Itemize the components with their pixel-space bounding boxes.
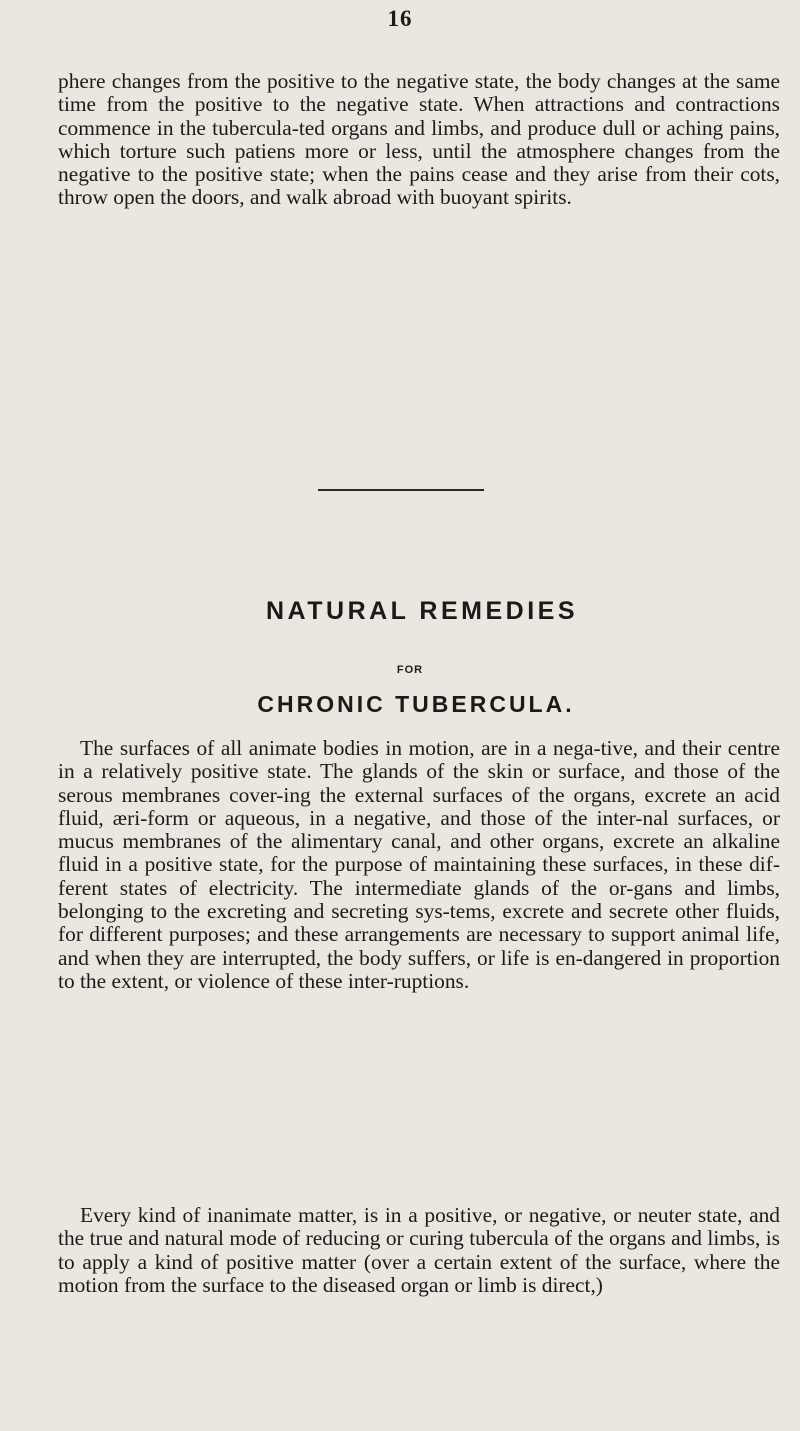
section-heading-sub: CHRONIC TUBERCULA. xyxy=(257,691,575,717)
section-heading-main: NATURAL REMEDIES xyxy=(265,597,579,625)
section-heading-for: FOR xyxy=(396,664,424,676)
paragraph-surfaces: The surfaces of all animate bodies in motion, are in a nega-tive, and their centre in a relatively positive state. The glands of the skin or surface, and those of the serous membranes cover-ing the external surfaces of the organs, excrete an acid fluid, æri-form or aqueous, in a negative, and those of the inter-nal surfaces, or mucus membranes of the alimentary canal, and other organs, excrete an alkaline fluid in a positive state, for the purpose of maintaining these surfaces, in these dif-ferent states of electricity. The intermediate glands of the or-gans and limbs, belonging to the excreting and secreting sys-tems, excrete and secrete other fluids, for different purposes; and these arrangements are necessary to support animal life, and when they are interrupted, the body suffers, or life is en-dangered in proportion to the extent, or violence of these inter-ruptions. xyxy=(58,736,780,993)
page-number: 16 xyxy=(387,6,413,31)
paragraph-inanimate-matter: Every kind of inanimate matter, is in a positive, or negative, or neuter state, and the true and natural mode of reducing or curing tubercula of the organs and limbs, is to apply a kind of positive matter (over a certain extent of the surface, where the motion from the surface to the diseased organ or limb is direct,) xyxy=(58,1203,780,1297)
paragraph-continued: phere changes from the positive to the negative state, the body changes at the same time from the positive to the negative state. When attractions and contractions commence in the tubercula-ted organs and limbs, and produce dull or aching pains, which torture such patiens more or less, until the atmosphere changes from the negative to the positive state; when the pains cease and they arise from their cots, throw open the doors, and walk abroad with buoyant spirits. xyxy=(58,69,780,210)
section-divider-rule xyxy=(318,489,484,491)
